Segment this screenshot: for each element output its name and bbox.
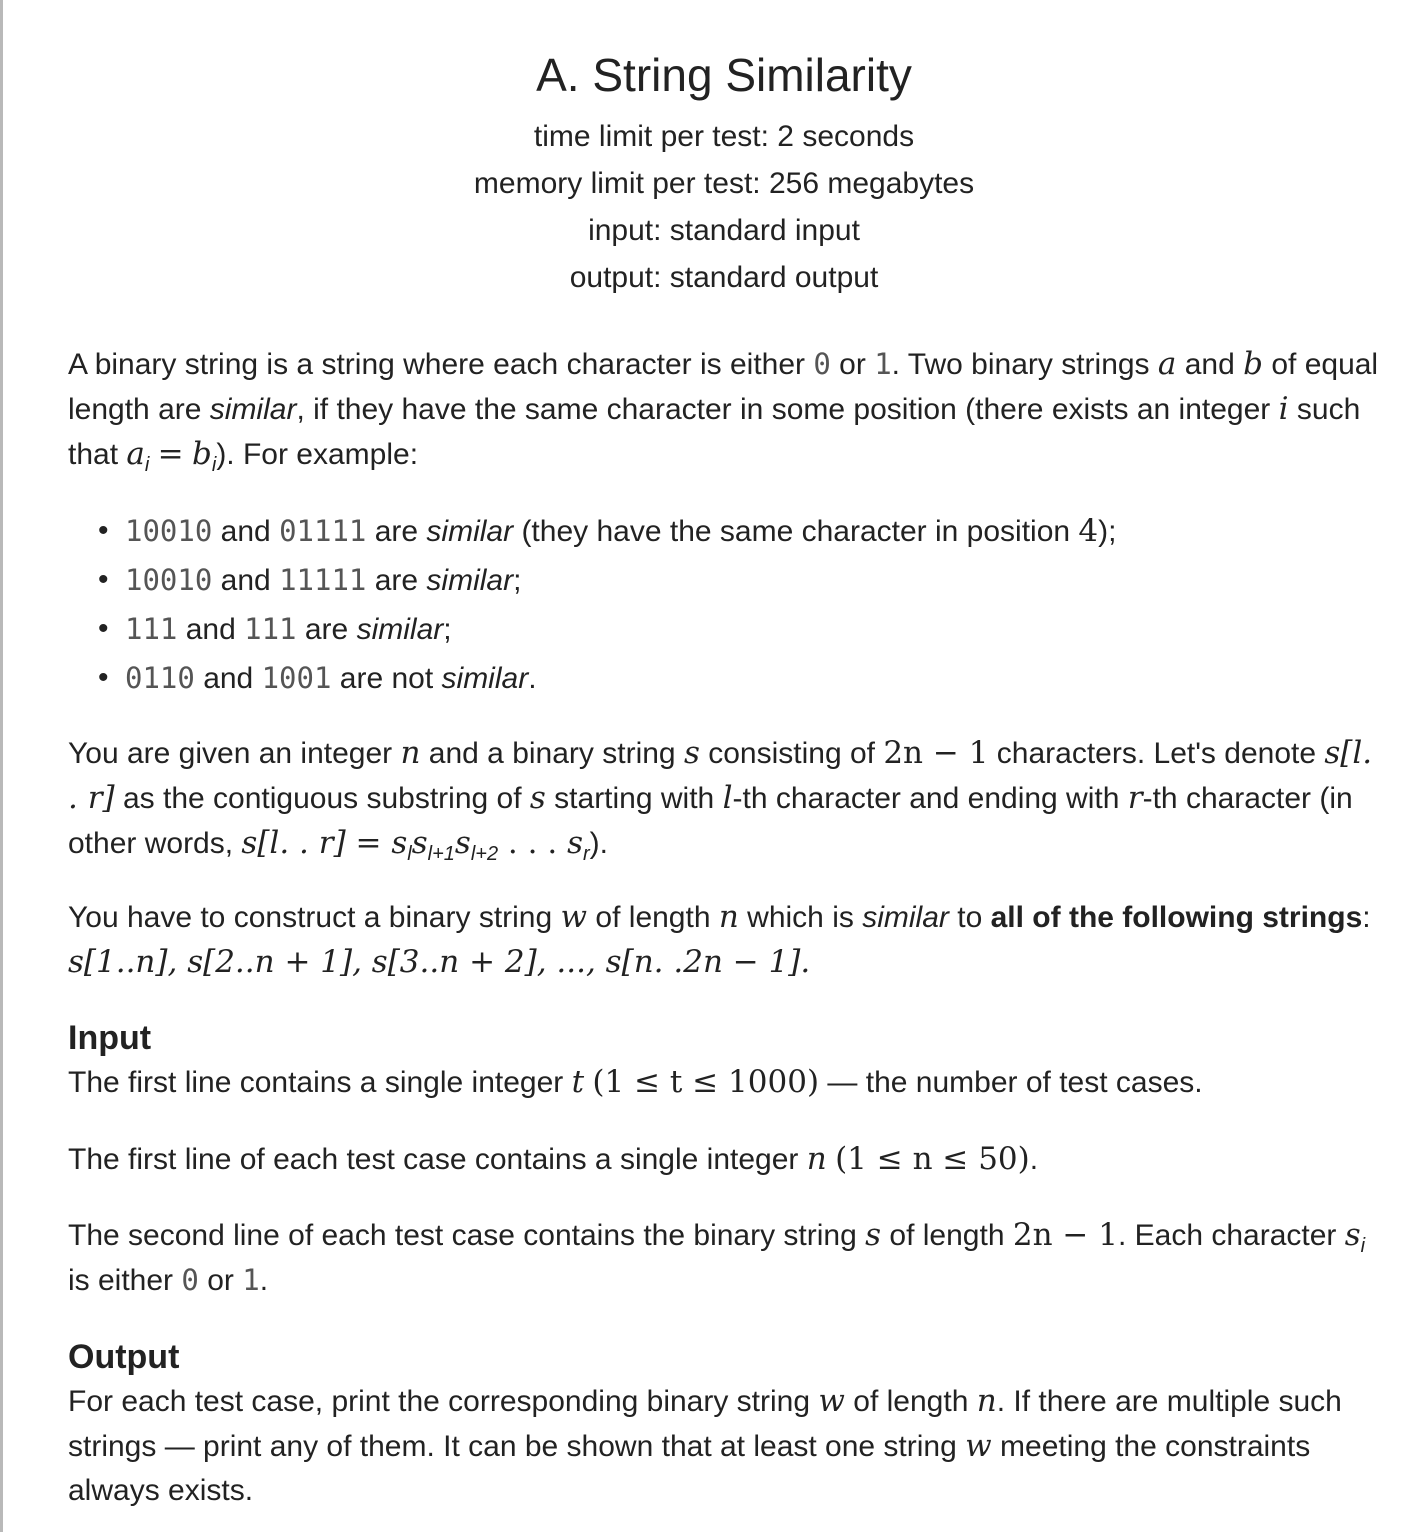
list-item: • 111 and 111 are similar;	[125, 605, 1384, 654]
input-paragraph-1: The first line contains a single integer t (1 ≤ t ≤ 1000) — the number of test cases.	[68, 1064, 1203, 1100]
input-paragraph-2: The first line of each test case contains a single integer n (1 ≤ n ≤ 50).	[68, 1141, 1039, 1177]
problem-title: A. String Similarity	[536, 49, 912, 101]
list-item: • 10010 and 01111 are similar (they have the same character in position 4);	[125, 507, 1384, 556]
memory-limit: memory limit per test: 256 megabytes	[473, 167, 975, 200]
problem-header	[68, 46, 1380, 301]
legend-paragraph-1: A binary string is a string where each character is either 0 or 1. Two binary strings a and b of equal length are similar, if they have the same character in some position (there exists an integer i such that $a_i = b_i$). For example:	[68, 346, 1379, 476]
input-section	[68, 1016, 1384, 1105]
input-heading: Input	[68, 1019, 152, 1057]
input-spec: input: standard input	[588, 214, 860, 247]
list-item: • 10010 and 11111 are similar;	[125, 556, 1384, 605]
legend-paragraph-3: You have to construct a binary string w of length n which is similar to all of the following strings: s[1..n], s[2..n + 1], s[3..n + 2], ..., s[n. .2n − 1].	[68, 899, 1371, 980]
output-section	[68, 1335, 1384, 1513]
left-border	[0, 0, 3, 1532]
list-item: • 0110 and 1001 are not similar.	[125, 654, 1384, 703]
legend-paragraph-2: You are given an integer n and a binary string s consisting of 2n − 1 characters. Let's denote s[l. . r] as the contiguous substring of s starting with l-th character and ending with r-th character (in other words, s[l. . $r] = s_ls_{l+1}s_{l+2}$ . . . $s_r$).	[68, 735, 1373, 865]
output-paragraph-1: For each test case, print the corresponding binary string w of length n. If there are multiple such strings — print any of them. It can be shown that at least one string w meeting the constraints always exists.	[68, 1383, 1342, 1507]
examples-list	[68, 507, 1384, 703]
output-spec: output: standard output	[569, 261, 879, 294]
input-paragraph-3: The second line of each test case contains the binary string s of length 2n − 1. Each character $s_i$ is either 0 or 1.	[68, 1217, 1366, 1297]
time-limit: time limit per test: 2 seconds	[533, 120, 915, 153]
output-heading: Output	[68, 1338, 180, 1376]
